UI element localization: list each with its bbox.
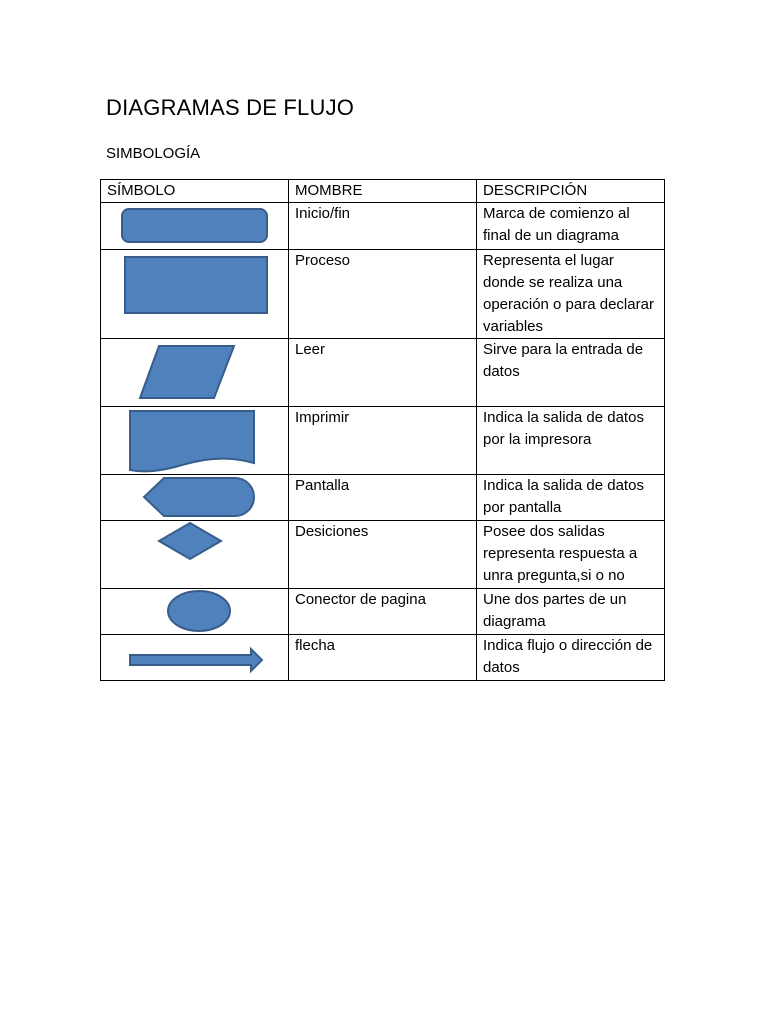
symbol-name: Pantalla (289, 475, 477, 521)
symbol-name: Proceso (289, 250, 477, 339)
symbol-description: Indica la salida de datos por la impresora (477, 407, 665, 475)
table-row (101, 250, 665, 339)
symbol-name: Leer (289, 339, 477, 407)
symbol-description: Sirve para la entrada de datos (477, 339, 665, 407)
symbol-name: flecha (289, 635, 477, 681)
table-header-row (101, 180, 665, 203)
table-row (101, 475, 665, 521)
connector-ellipse-icon (107, 589, 293, 634)
symbol-description: Representa el lugar donde se realiza una operación o para declarar variables (477, 250, 665, 339)
symbol-cell (101, 407, 289, 475)
page-title: DIAGRAMAS DE FLUJO (106, 95, 355, 120)
symbol-description: Indica la salida de datos por pantalla (477, 475, 665, 521)
table-row (101, 521, 665, 589)
input-parallelogram-icon (107, 339, 293, 406)
header-name: MOMBRE (289, 180, 477, 203)
document-icon (107, 407, 293, 474)
symbol-cell (101, 475, 289, 521)
terminator-icon (107, 203, 293, 249)
symbol-table (100, 179, 665, 681)
symbol-cell (101, 635, 289, 681)
symbol-name: Conector de pagina (289, 589, 477, 635)
header-symbol: SÍMBOLO (101, 180, 289, 203)
symbol-name: Inicio/fin (289, 203, 477, 250)
symbol-description: Une dos partes de un diagrama (477, 589, 665, 635)
table-row (101, 339, 665, 407)
symbol-description: Marca de comienzo al final de un diagrama (477, 203, 665, 250)
table-row (101, 203, 665, 250)
table-row (101, 589, 665, 635)
table-row (101, 407, 665, 475)
symbol-cell (101, 521, 289, 589)
symbol-description: Posee dos salidas representa respuesta a unra pregunta,si o no (477, 521, 665, 589)
symbol-cell (101, 589, 289, 635)
symbol-cell (101, 250, 289, 339)
symbol-description: Indica flujo o dirección de datos (477, 635, 665, 681)
symbol-cell (101, 203, 289, 250)
header-description: DESCRIPCIÓN (477, 180, 665, 203)
decision-diamond-icon (107, 521, 293, 588)
symbol-name: Imprimir (289, 407, 477, 475)
arrow-right-icon (107, 635, 293, 680)
symbol-name: Desiciones (289, 521, 477, 589)
section-subtitle: SIMBOLOGÍA (106, 145, 201, 162)
display-icon (107, 475, 293, 520)
table-row (101, 635, 665, 681)
symbol-cell (101, 339, 289, 407)
process-icon (107, 250, 293, 338)
